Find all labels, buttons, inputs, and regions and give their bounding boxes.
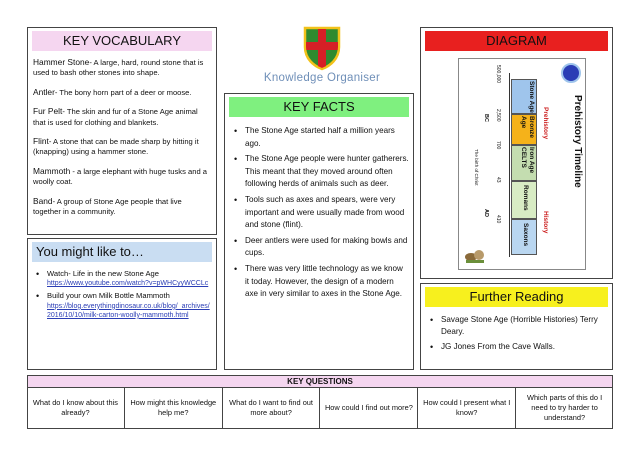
vocab-item: Antler- The bony horn part of a deer or moose. [33,86,192,97]
timeline-title: Prehistory Timeline [572,95,583,188]
bc-label: BC [483,114,489,122]
prehistory-timeline [458,58,586,270]
page-title: Knowledge Organiser [263,72,381,84]
period-label: Saxons [522,223,529,247]
vocab-item: Mammoth - a large elephant with huge tusks and a woolly coat. [33,165,208,187]
vocab-item: Hammer Stone- A large, hard, round stone that is used to bash other stones into shape. [33,57,204,78]
birth-of-christ-label: The birth of Christ [474,149,479,186]
reading-item: • JG Jones From the Cave Walls. [427,341,607,353]
key-vocabulary-panel [27,27,217,235]
facts-list [231,125,409,304]
reading-list [427,314,607,356]
suggestion-item: • Build your own Milk Bottle Mammoth https://blog.everythingdinosaur.co.uk/blog/_archives/2016/10/10/milk-carton-woolly-mammoth.html [33,291,211,319]
vocab-item: Fur Pelt- The skin and fur of a Stone Age animal that is used for clothing and blankets. [33,106,198,127]
diagram-heading: DIAGRAM [425,31,608,51]
questions-row [27,388,613,428]
period-label: Romans [522,185,529,211]
key-questions-heading: KEY QUESTIONS [28,376,612,388]
vocabulary-list [33,57,211,225]
reading-item: • Savage Stone Age (Horrible Histories) Terry Deary. [427,314,607,338]
fact-item: • Tools such as axes and spears, were very important and were usually made from wood and stone (flint). [231,194,409,232]
key-facts-heading: KEY FACTS [229,97,409,117]
fact-item: • Deer antlers were used for making bowls and cups. [231,235,409,260]
key-facts-panel [224,93,414,370]
further-reading-heading: Further Reading [425,287,608,307]
timeline-date: 43 [495,177,501,183]
timeline-date: 500,000 [495,65,501,84]
period-label: Iron Age CELTS [520,147,535,174]
fact-item: • The Stone Age people were hunter gatherers. This meant that they moved around often following herds of animals such as deer. [231,153,409,191]
fact-item: • There was very little technology as we know it today. However, the design of a modern axe in very similar to axes in the Stone Age. [231,263,409,301]
fact-item: • The Stone Age started half a million years ago. [231,125,409,150]
timeline-date: 2,500 [495,109,501,122]
suggestion-list [33,269,211,323]
period-label: Stone Age [528,81,535,113]
you-might-like-heading: You might like to… [32,242,212,262]
question-cell: Which parts of this do I need to try harder to understand? [526,393,603,422]
question-cell: How could I present what I know? [418,388,516,428]
ad-label: AD [483,209,489,217]
question-cell: What do I want to find out more about? [223,388,321,428]
key-vocabulary-heading: KEY VOCABULARY [32,31,212,51]
prehistory-label: Prehistory [542,107,549,140]
vocab-item: Flint- A stone that can be made sharp by hitting it (knapping) using a hammer stone. [33,136,199,157]
timeline-date: 700 [495,141,501,150]
timeline-date: 410 [495,215,501,224]
question-cell: How might this knowledge help me? [125,388,223,428]
timeline-axis [509,73,510,257]
question-cell: What do I know about this already? [27,388,125,428]
question-cell: How could I find out more? [320,388,418,428]
history-label: History [542,211,549,234]
video-link[interactable]: https://www.youtube.com/watch?v=pWHCyyWCCLc [47,280,209,288]
further-reading-panel [420,283,613,370]
vocab-item: Band- A group of Stone Age people that live together in a community. [33,195,182,217]
period-label: Bronze Age [520,116,535,139]
you-might-like-panel [27,238,217,370]
blog-link[interactable]: https://blog.everythingdinosaur.co.uk/blog/_archives/2016/10/10/milk-carton-woolly-mammoth.html [47,302,210,319]
stone-tools-icon [463,247,487,265]
school-crest-icon [302,25,342,71]
suggestion-item: • Watch- Life in the new Stone Age https://www.youtube.com/watch?v=pWHCyyWCCLc [33,269,211,288]
timeline-logo-icon [561,63,581,83]
